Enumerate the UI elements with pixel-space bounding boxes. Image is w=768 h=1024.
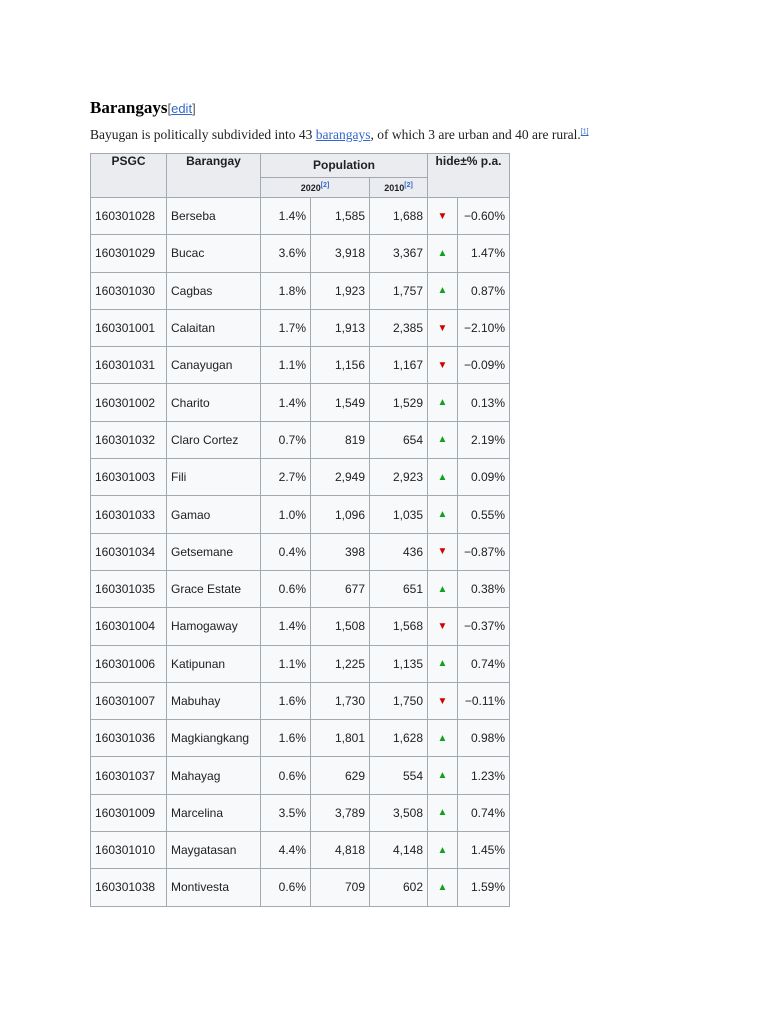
barangay-name-cell: Hamogaway — [167, 608, 261, 645]
population-share-cell: 0.7% — [261, 421, 311, 458]
year-2010-citation[interactable]: [2] — [404, 181, 413, 189]
population-2010-cell: 1,135 — [370, 645, 428, 682]
trend-up-icon: ▲ — [428, 421, 458, 458]
barangay-name-cell: Berseba — [167, 198, 261, 235]
table-row — [91, 608, 510, 645]
growth-rate-cell: −0.87% — [458, 533, 510, 570]
edit-bracket-open: [ — [167, 101, 172, 116]
psgc-cell: 160301036 — [91, 720, 167, 757]
psgc-cell: 160301009 — [91, 794, 167, 831]
growth-rate-cell: 0.38% — [458, 570, 510, 607]
trend-up-icon: ▲ — [428, 720, 458, 757]
growth-rate-cell: 2.19% — [458, 421, 510, 458]
header-year-2010 — [370, 177, 428, 197]
population-2020-cell: 1,156 — [311, 347, 370, 384]
trend-up-icon: ▲ — [428, 459, 458, 496]
trend-down-icon: ▼ — [428, 347, 458, 384]
trend-up-icon: ▲ — [428, 235, 458, 272]
barangay-name-cell: Gamao — [167, 496, 261, 533]
population-share-cell: 1.4% — [261, 384, 311, 421]
growth-rate-cell: −0.60% — [458, 198, 510, 235]
growth-rate-cell: 0.74% — [458, 645, 510, 682]
trend-down-icon: ▼ — [428, 533, 458, 570]
growth-rate-cell: 1.59% — [458, 869, 510, 906]
trend-up-icon: ▲ — [428, 645, 458, 682]
population-2020-cell: 819 — [311, 421, 370, 458]
population-2020-cell: 1,801 — [311, 720, 370, 757]
trend-down-icon: ▼ — [428, 198, 458, 235]
population-2020-cell: 1,923 — [311, 272, 370, 309]
psgc-cell: 160301028 — [91, 198, 167, 235]
population-share-cell: 4.4% — [261, 832, 311, 869]
population-2020-cell: 3,918 — [311, 235, 370, 272]
psgc-cell: 160301010 — [91, 832, 167, 869]
population-2020-cell: 2,949 — [311, 459, 370, 496]
citation-link[interactable]: [1] — [580, 128, 589, 136]
barangay-name-cell: Bucac — [167, 235, 261, 272]
population-share-cell: 0.6% — [261, 869, 311, 906]
table-row — [91, 832, 510, 869]
population-2020-cell: 1,508 — [311, 608, 370, 645]
growth-rate-cell: −2.10% — [458, 309, 510, 346]
barangay-name-cell: Marcelina — [167, 794, 261, 831]
population-2010-cell: 1,167 — [370, 347, 428, 384]
population-2010-cell: 1,757 — [370, 272, 428, 309]
trend-up-icon: ▲ — [428, 384, 458, 421]
intro-text-after: , of which 3 are urban and 40 are rural. — [370, 127, 581, 142]
population-2020-cell: 1,585 — [311, 198, 370, 235]
population-share-cell: 1.4% — [261, 198, 311, 235]
barangay-name-cell: Mahayag — [167, 757, 261, 794]
population-share-cell: 1.4% — [261, 608, 311, 645]
population-2020-cell: 1,730 — [311, 682, 370, 719]
population-2020-cell: 398 — [311, 533, 370, 570]
trend-up-icon: ▲ — [428, 794, 458, 831]
edit-link[interactable]: edit — [171, 101, 193, 116]
section-heading — [90, 98, 196, 118]
population-2020-cell: 677 — [311, 570, 370, 607]
growth-rate-cell: −0.37% — [458, 608, 510, 645]
growth-rate-cell: 0.98% — [458, 720, 510, 757]
barangays-link[interactable]: barangays — [315, 127, 371, 142]
population-2020-cell: 1,549 — [311, 384, 370, 421]
growth-rate-cell: −0.09% — [458, 347, 510, 384]
population-2020-cell: 1,913 — [311, 309, 370, 346]
header-psgc: PSGC — [91, 154, 167, 198]
psgc-cell: 160301004 — [91, 608, 167, 645]
population-2010-cell: 1,750 — [370, 682, 428, 719]
growth-rate-cell: 0.13% — [458, 384, 510, 421]
psgc-cell: 160301037 — [91, 757, 167, 794]
intro-paragraph — [90, 127, 589, 143]
barangay-name-cell: Fili — [167, 459, 261, 496]
table-body — [91, 198, 510, 907]
population-share-cell: 1.1% — [261, 645, 311, 682]
population-2010-cell: 3,367 — [370, 235, 428, 272]
trend-up-icon: ▲ — [428, 496, 458, 533]
population-share-cell: 1.1% — [261, 347, 311, 384]
psgc-cell: 160301034 — [91, 533, 167, 570]
growth-rate-cell: 0.87% — [458, 272, 510, 309]
table-row — [91, 682, 510, 719]
barangay-name-cell: Calaitan — [167, 309, 261, 346]
table-row — [91, 570, 510, 607]
population-2010-cell: 436 — [370, 533, 428, 570]
year-2010-label: 2010 — [384, 182, 405, 193]
population-2010-cell: 1,529 — [370, 384, 428, 421]
population-2010-cell: 602 — [370, 869, 428, 906]
trend-down-icon: ▼ — [428, 309, 458, 346]
growth-rate-cell: 0.55% — [458, 496, 510, 533]
population-2010-cell: 1,568 — [370, 608, 428, 645]
population-2020-cell: 629 — [311, 757, 370, 794]
population-share-cell: 1.8% — [261, 272, 311, 309]
population-2020-cell: 4,818 — [311, 832, 370, 869]
table-row — [91, 720, 510, 757]
table-row — [91, 869, 510, 906]
intro-text-before: Bayugan is politically subdivided into 43 — [90, 127, 316, 142]
population-share-cell: 1.6% — [261, 720, 311, 757]
table-row — [91, 235, 510, 272]
population-2010-cell: 654 — [370, 421, 428, 458]
population-share-cell: 0.6% — [261, 570, 311, 607]
growth-rate-cell: 1.47% — [458, 235, 510, 272]
barangay-name-cell: Charito — [167, 384, 261, 421]
psgc-cell: 160301030 — [91, 272, 167, 309]
population-2010-cell: 651 — [370, 570, 428, 607]
edit-bracket-close: ] — [192, 101, 196, 116]
table-row — [91, 757, 510, 794]
population-share-cell: 1.6% — [261, 682, 311, 719]
population-2010-cell: 4,148 — [370, 832, 428, 869]
psgc-cell: 160301007 — [91, 682, 167, 719]
barangay-name-cell: Claro Cortez — [167, 421, 261, 458]
header-pct-pa — [428, 154, 510, 198]
header-barangay: Barangay — [167, 154, 261, 198]
population-2010-cell: 1,628 — [370, 720, 428, 757]
population-2010-cell: 554 — [370, 757, 428, 794]
population-share-cell: 0.6% — [261, 757, 311, 794]
growth-rate-cell: 1.23% — [458, 757, 510, 794]
header-year-2020 — [261, 177, 370, 197]
growth-rate-cell: 0.74% — [458, 794, 510, 831]
population-share-cell: 2.7% — [261, 459, 311, 496]
header-population: Population — [261, 154, 428, 178]
population-share-cell: 0.4% — [261, 533, 311, 570]
table-row — [91, 533, 510, 570]
barangays-table — [90, 153, 510, 907]
trend-up-icon: ▲ — [428, 272, 458, 309]
population-2010-cell: 1,688 — [370, 198, 428, 235]
psgc-cell: 160301038 — [91, 869, 167, 906]
population-share-cell: 1.7% — [261, 309, 311, 346]
section-title: Barangays — [90, 98, 168, 117]
table-row — [91, 272, 510, 309]
trend-up-icon: ▲ — [428, 570, 458, 607]
growth-rate-cell: 0.09% — [458, 459, 510, 496]
table-row — [91, 347, 510, 384]
trend-up-icon: ▲ — [428, 757, 458, 794]
year-2020-citation[interactable]: [2] — [320, 181, 330, 189]
table-row — [91, 384, 510, 421]
table-row — [91, 459, 510, 496]
population-2020-cell: 709 — [311, 869, 370, 906]
barangay-name-cell: Magkiangkang — [167, 720, 261, 757]
psgc-cell: 160301006 — [91, 645, 167, 682]
population-2020-cell: 3,789 — [311, 794, 370, 831]
psgc-cell: 160301029 — [91, 235, 167, 272]
trend-up-icon: ▲ — [428, 869, 458, 906]
psgc-cell: 160301003 — [91, 459, 167, 496]
hide-toggle[interactable]: hide — [435, 154, 461, 168]
barangay-name-cell: Maygatasan — [167, 832, 261, 869]
table-row — [91, 794, 510, 831]
population-2020-cell: 1,225 — [311, 645, 370, 682]
psgc-cell: 160301032 — [91, 421, 167, 458]
population-share-cell: 3.5% — [261, 794, 311, 831]
psgc-cell: 160301002 — [91, 384, 167, 421]
trend-up-icon: ▲ — [428, 832, 458, 869]
psgc-cell: 160301031 — [91, 347, 167, 384]
year-2020-label: 2020 — [300, 182, 321, 193]
barangay-name-cell: Grace Estate — [167, 570, 261, 607]
population-2010-cell: 2,923 — [370, 459, 428, 496]
barangay-name-cell: Cagbas — [167, 272, 261, 309]
trend-down-icon: ▼ — [428, 608, 458, 645]
trend-down-icon: ▼ — [428, 682, 458, 719]
psgc-cell: 160301001 — [91, 309, 167, 346]
table-row — [91, 645, 510, 682]
population-2010-cell: 3,508 — [370, 794, 428, 831]
population-2010-cell: 2,385 — [370, 309, 428, 346]
barangay-name-cell: Mabuhay — [167, 682, 261, 719]
population-2020-cell: 1,096 — [311, 496, 370, 533]
table-row — [91, 309, 510, 346]
population-share-cell: 3.6% — [261, 235, 311, 272]
population-2010-cell: 1,035 — [370, 496, 428, 533]
growth-rate-cell: 1.45% — [458, 832, 510, 869]
header-pct-pa-label: ±% p.a. — [460, 154, 502, 168]
table-row — [91, 496, 510, 533]
psgc-cell: 160301035 — [91, 570, 167, 607]
table-row — [91, 198, 510, 235]
population-share-cell: 1.0% — [261, 496, 311, 533]
barangay-name-cell: Katipunan — [167, 645, 261, 682]
table-row — [91, 421, 510, 458]
growth-rate-cell: −0.11% — [458, 682, 510, 719]
barangay-name-cell: Getsemane — [167, 533, 261, 570]
psgc-cell: 160301033 — [91, 496, 167, 533]
barangay-name-cell: Montivesta — [167, 869, 261, 906]
edit-section — [167, 101, 195, 116]
barangay-name-cell: Canayugan — [167, 347, 261, 384]
